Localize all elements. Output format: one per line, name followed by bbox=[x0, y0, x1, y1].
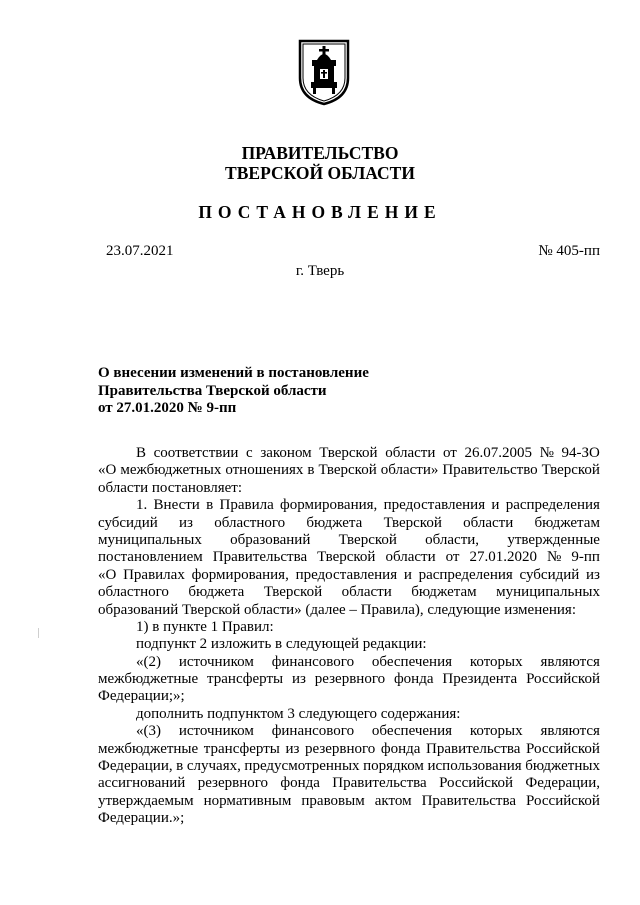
body-line: Федерации.»; bbox=[98, 810, 185, 827]
document-city: г. Тверь bbox=[295, 263, 345, 279]
body-line: межбюджетные трансферты из резервного фонда Президента Российской bbox=[98, 671, 600, 688]
scan-mark bbox=[38, 628, 39, 638]
body-line: утверждаемым нормативным правовым актом Правительства Российской bbox=[98, 792, 600, 809]
body-line: «(2) источником финансового обеспечения которых являются bbox=[136, 653, 600, 670]
body-line: образований Тверской области» (далее – Правила), следующие изменения: bbox=[98, 601, 577, 618]
body-line: «О Правилах формирования, предоставления и распределения субсидий из bbox=[98, 566, 600, 583]
body-line: области постановляет: bbox=[98, 479, 243, 496]
body-line: постановлением Правительства Тверской области от 27.01.2020 № 9-пп bbox=[98, 549, 600, 566]
body-line: «(3) источником финансового обеспечения которых являются bbox=[136, 723, 600, 740]
body-line: дополнить подпунктом 3 следующего содержания: bbox=[136, 705, 461, 722]
body-line: 1) в пункте 1 Правил: bbox=[136, 618, 274, 635]
body-line: ассигнований резервного фонда Правительства Российской Федерации, bbox=[98, 775, 600, 792]
tver-coat-of-arms-icon bbox=[297, 38, 351, 106]
body-line: подпункт 2 изложить в следующей редакции: bbox=[136, 636, 427, 653]
subject-line: от 27.01.2020 № 9-пп bbox=[98, 400, 237, 416]
government-name-line2: ТВЕРСКОЙ ОБЛАСТИ bbox=[225, 163, 415, 183]
body-line: В соответствии с законом Тверской области от 26.07.2005 № 94-ЗО bbox=[136, 445, 600, 461]
body-line: межбюджетные трансферты из резервного фонда Правительства Российской bbox=[98, 740, 600, 757]
government-name-line1: ПРАВИТЕЛЬСТВО bbox=[241, 143, 399, 163]
document-date: 23.07.2021 bbox=[106, 243, 174, 259]
subject-line: О внесении изменений в постановление bbox=[98, 365, 369, 381]
body-line: муниципальных образований Тверской области, утвержденные bbox=[98, 531, 600, 548]
body-line: 1. Внести в Правила формирования, предоставления и распределения bbox=[136, 497, 600, 514]
body-line: областного бюджета Тверской области бюджетам муниципальных bbox=[98, 584, 600, 601]
body-line: «О межбюджетных отношениях в Тверской области» Правительство Тверской bbox=[98, 462, 600, 479]
document-type: ПОСТАНОВЛЕНИЕ bbox=[198, 202, 442, 222]
subject-line: Правительства Тверской области bbox=[98, 382, 327, 399]
document-number: № 405-пп bbox=[538, 243, 600, 259]
body-line: субсидий из областного бюджета Тверской области бюджетам bbox=[98, 514, 600, 531]
body-line: Федерации;»; bbox=[98, 688, 185, 705]
document-body bbox=[98, 445, 600, 828]
document-subject bbox=[98, 365, 369, 418]
body-line: Федерации, в случаях, предусмотренных порядком использования бюджетных bbox=[98, 758, 600, 775]
